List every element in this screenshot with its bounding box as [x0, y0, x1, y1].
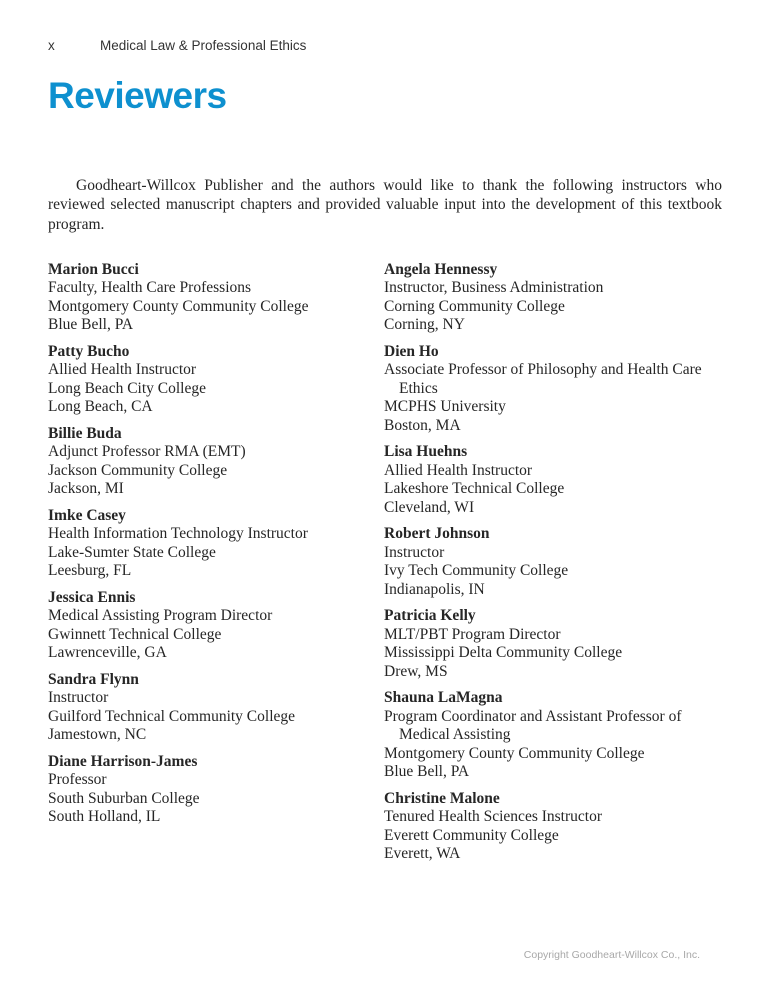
reviewer-title: MLT/PBT Program Director — [384, 625, 561, 643]
reviewer-entry — [384, 689, 722, 782]
reviewer-institution: South Suburban College — [48, 789, 200, 807]
reviewer-title: Instructor — [384, 543, 445, 561]
reviewer-name: Diane Harrison-James — [48, 752, 198, 770]
reviewer-entry — [48, 425, 384, 499]
reviewer-entry — [48, 343, 384, 417]
reviewer-institution: Corning Community College — [384, 297, 565, 315]
reviewer-name: Dien Ho — [384, 342, 439, 360]
reviewer-location: Jackson, MI — [48, 480, 124, 498]
reviewer-location: Drew, MS — [384, 662, 448, 680]
reviewer-title: Associate Professor of Philosophy and Health Care Ethics — [384, 361, 702, 397]
reviewer-title: Program Coordinator and Assistant Professor of Medical Assisting — [384, 707, 682, 744]
reviewer-name: Lisa Huehns — [384, 443, 468, 461]
reviewer-institution: Long Beach City College — [48, 379, 206, 397]
reviewer-name: Jessica Ennis — [48, 588, 136, 606]
reviewer-entry — [48, 507, 384, 581]
intro-paragraph: Goodheart-Willcox Publisher and the authors would like to thank the following instructors who reviewed selected manuscript chapters and provided valuable input into the development of this textbook program. — [48, 177, 722, 233]
reviewer-location: South Holland, IL — [48, 808, 161, 826]
reviewer-name: Angela Hennessy — [384, 260, 498, 278]
reviewer-title: Medical Assisting Program Director — [48, 607, 273, 625]
reviewer-name: Shauna LaMagna — [384, 689, 503, 707]
reviewer-institution: Jackson Community College — [48, 461, 228, 479]
reviewer-location: Leesburg, FL — [48, 562, 132, 580]
reviewer-location: Blue Bell, PA — [384, 763, 470, 781]
reviewer-institution: Everett Community College — [384, 826, 559, 844]
reviewer-name: Robert Johnson — [384, 525, 490, 543]
page-title: Reviewers — [48, 75, 227, 116]
reviewer-title: Professor — [48, 771, 107, 789]
reviewer-name: Sandra Flynn — [48, 670, 139, 688]
copyright-notice: Copyright Goodheart-Willcox Co., Inc. — [523, 949, 700, 961]
running-head — [48, 38, 722, 53]
reviewer-columns — [48, 261, 722, 872]
reviewer-institution: MCPHS University — [384, 398, 506, 416]
reviewer-title: Allied Health Instructor — [384, 461, 533, 479]
reviewer-entry — [48, 261, 384, 335]
reviewer-location: Corning, NY — [384, 316, 465, 334]
reviewer-title: Allied Health Instructor — [48, 361, 197, 379]
reviewer-column-left — [48, 261, 384, 872]
reviewer-institution: Lake-Sumter State College — [48, 543, 216, 561]
reviewer-institution: Mississippi Delta Community College — [384, 644, 623, 662]
reviewer-entry — [384, 343, 722, 436]
reviewer-institution: Gwinnett Technical College — [48, 625, 222, 643]
reviewer-title: Health Information Technology Instructor — [48, 525, 308, 543]
reviewer-title: Faculty, Health Care Professions — [48, 279, 252, 297]
reviewer-location: Cleveland, WI — [384, 498, 475, 516]
reviewer-entry — [384, 790, 722, 864]
reviewer-name: Marion Bucci — [48, 260, 139, 278]
reviewer-location: Indianapolis, IN — [384, 580, 485, 598]
reviewer-name: Patricia Kelly — [384, 607, 476, 625]
reviewer-entry — [48, 753, 384, 827]
reviewer-institution: Ivy Tech Community College — [384, 562, 569, 580]
reviewer-location: Long Beach, CA — [48, 398, 153, 416]
reviewer-institution: Lakeshore Technical College — [384, 480, 565, 498]
reviewer-name: Imke Casey — [48, 506, 126, 524]
reviewer-title: Instructor — [48, 689, 109, 707]
reviewer-entry — [384, 525, 722, 599]
reviewer-column-right — [384, 261, 722, 872]
reviewer-location: Blue Bell, PA — [48, 316, 134, 334]
reviewer-name: Patty Bucho — [48, 342, 130, 360]
reviewer-location: Boston, MA — [384, 416, 461, 434]
page-number: x — [48, 38, 55, 53]
reviewer-entry — [48, 671, 384, 745]
reviewer-entry — [384, 443, 722, 517]
reviewer-title: Adjunct Professor RMA (EMT) — [48, 443, 246, 461]
reviewer-title: Tenured Health Sciences Instructor — [384, 808, 602, 826]
reviewer-entry — [48, 589, 384, 663]
reviewer-location: Jamestown, NC — [48, 726, 147, 744]
reviewer-institution: Guilford Technical Community College — [48, 707, 296, 725]
reviewer-institution: Montgomery County Community College — [384, 744, 645, 762]
running-head-title: Medical Law & Professional Ethics — [100, 38, 307, 53]
reviewer-entry — [384, 607, 722, 681]
reviewer-location: Lawrenceville, GA — [48, 644, 167, 662]
reviewer-entry — [384, 261, 722, 335]
reviewer-title: Instructor, Business Administration — [384, 279, 604, 297]
reviewer-institution: Montgomery County Community College — [48, 297, 309, 315]
reviewer-name: Christine Malone — [384, 789, 500, 807]
reviewer-name: Billie Buda — [48, 424, 122, 442]
reviewer-location: Everett, WA — [384, 845, 461, 863]
